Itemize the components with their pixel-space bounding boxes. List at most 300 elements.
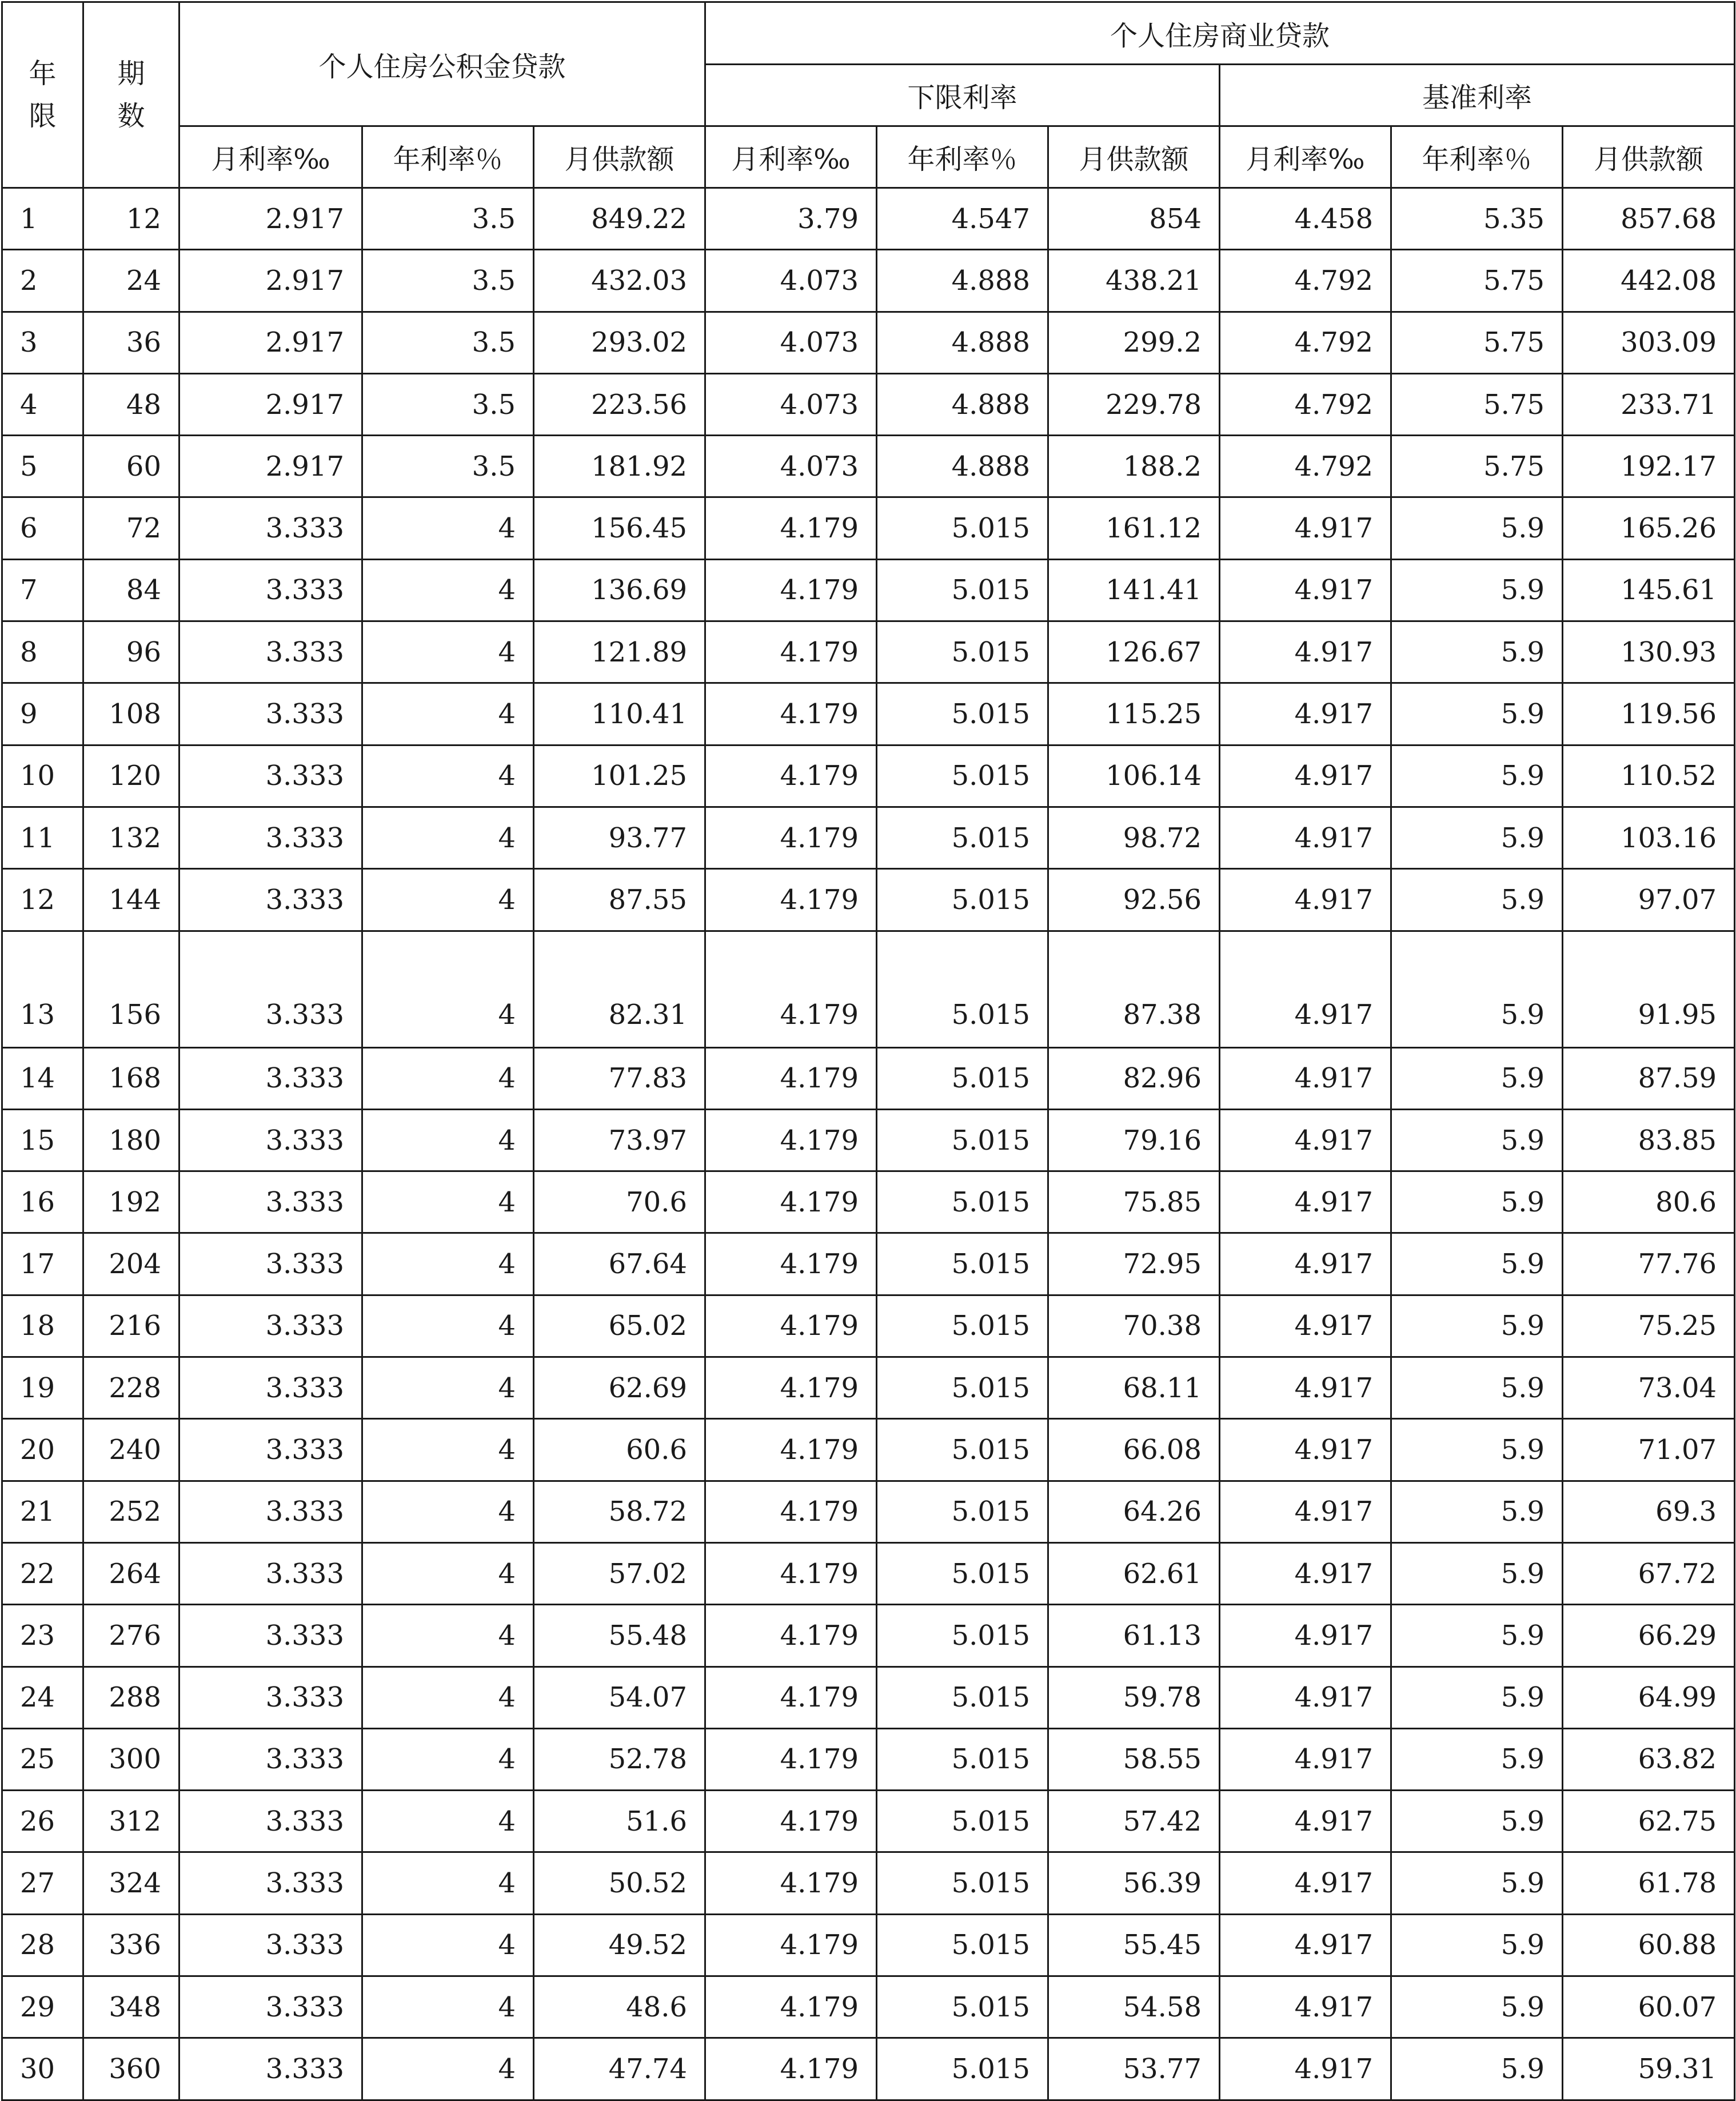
cell-year: 19 xyxy=(2,1357,83,1419)
table-row xyxy=(2,1976,1735,2038)
header-lower-rate: 下限利率 xyxy=(705,65,1220,126)
cell-periods: 252 xyxy=(83,1481,179,1542)
cell-pf-monthly-payment: 77.83 xyxy=(534,1047,705,1109)
cell-base-annual-rate: 5.9 xyxy=(1391,1047,1563,1109)
cell-base-monthly-payment: 60.07 xyxy=(1563,1976,1735,2038)
cell-lower-annual-rate: 5.015 xyxy=(877,621,1048,683)
cell-base-annual-rate: 5.9 xyxy=(1391,1295,1563,1357)
cell-pf-monthly-rate: 3.333 xyxy=(179,869,362,931)
cell-periods: 12 xyxy=(83,188,179,250)
cell-pf-monthly-payment: 110.41 xyxy=(534,683,705,745)
cell-periods: 60 xyxy=(83,436,179,497)
cell-base-monthly-payment: 83.85 xyxy=(1563,1109,1735,1171)
cell-pf-monthly-payment: 57.02 xyxy=(534,1542,705,1604)
header-year-line2: 限 xyxy=(29,100,57,132)
cell-pf-monthly-payment: 65.02 xyxy=(534,1295,705,1357)
cell-periods: 228 xyxy=(83,1357,179,1419)
cell-base-monthly-payment: 303.09 xyxy=(1563,312,1735,373)
cell-pf-monthly-payment: 849.22 xyxy=(534,188,705,250)
cell-pf-monthly-payment: 223.56 xyxy=(534,373,705,435)
cell-pf-annual-rate: 4 xyxy=(362,559,534,621)
header-base-monthly-rate: 月利率‰ xyxy=(1220,126,1391,188)
cell-base-monthly-payment: 110.52 xyxy=(1563,745,1735,807)
cell-year: 22 xyxy=(2,1542,83,1604)
cell-base-annual-rate: 5.9 xyxy=(1391,1852,1563,1914)
cell-base-monthly-payment: 67.72 xyxy=(1563,1542,1735,1604)
cell-base-monthly-rate: 4.917 xyxy=(1220,1791,1391,1852)
cell-base-annual-rate: 5.9 xyxy=(1391,1976,1563,2038)
cell-pf-monthly-payment: 48.6 xyxy=(534,1976,705,2038)
cell-lower-annual-rate: 5.015 xyxy=(877,497,1048,559)
table-row xyxy=(2,869,1735,931)
cell-base-monthly-payment: 119.56 xyxy=(1563,683,1735,745)
cell-base-monthly-rate: 4.917 xyxy=(1220,1976,1391,2038)
cell-periods: 192 xyxy=(83,1171,179,1233)
cell-pf-monthly-rate: 3.333 xyxy=(179,559,362,621)
cell-pf-annual-rate: 3.5 xyxy=(362,436,534,497)
cell-pf-monthly-rate: 3.333 xyxy=(179,2038,362,2100)
cell-pf-annual-rate: 4 xyxy=(362,1605,534,1667)
cell-lower-annual-rate: 5.015 xyxy=(877,1481,1048,1542)
header-provident-fund-loan: 个人住房公积金贷款 xyxy=(179,2,705,126)
cell-pf-monthly-payment: 70.6 xyxy=(534,1171,705,1233)
cell-base-monthly-rate: 4.458 xyxy=(1220,188,1391,250)
cell-pf-monthly-payment: 181.92 xyxy=(534,436,705,497)
cell-lower-annual-rate: 5.015 xyxy=(877,1976,1048,2038)
cell-lower-monthly-payment: 79.16 xyxy=(1048,1109,1220,1171)
cell-base-monthly-payment: 63.82 xyxy=(1563,1728,1735,1790)
cell-base-monthly-rate: 4.917 xyxy=(1220,1542,1391,1604)
cell-lower-monthly-payment: 58.55 xyxy=(1048,1728,1220,1790)
cell-base-annual-rate: 5.9 xyxy=(1391,683,1563,745)
cell-lower-monthly-payment: 126.67 xyxy=(1048,621,1220,683)
table-row xyxy=(2,497,1735,559)
cell-lower-annual-rate: 5.015 xyxy=(877,807,1048,868)
cell-year: 1 xyxy=(2,188,83,250)
cell-base-monthly-rate: 4.917 xyxy=(1220,1419,1391,1481)
cell-base-monthly-payment: 145.61 xyxy=(1563,559,1735,621)
cell-base-annual-rate: 5.9 xyxy=(1391,1667,1563,1728)
cell-pf-annual-rate: 4 xyxy=(362,745,534,807)
header-base-rate: 基准利率 xyxy=(1220,65,1735,126)
cell-periods: 96 xyxy=(83,621,179,683)
cell-lower-annual-rate: 4.888 xyxy=(877,373,1048,435)
cell-base-annual-rate: 5.9 xyxy=(1391,1171,1563,1233)
cell-lower-monthly-rate: 4.073 xyxy=(705,436,877,497)
cell-lower-monthly-payment: 161.12 xyxy=(1048,497,1220,559)
table-row xyxy=(2,2038,1735,2100)
cell-pf-annual-rate: 4 xyxy=(362,2038,534,2100)
table-row xyxy=(2,1233,1735,1295)
cell-base-monthly-rate: 4.917 xyxy=(1220,1109,1391,1171)
cell-base-monthly-rate: 4.917 xyxy=(1220,807,1391,868)
cell-periods: 300 xyxy=(83,1728,179,1790)
cell-lower-monthly-payment: 53.77 xyxy=(1048,2038,1220,2100)
cell-pf-monthly-payment: 136.69 xyxy=(534,559,705,621)
cell-lower-monthly-rate: 4.179 xyxy=(705,1171,877,1233)
cell-pf-annual-rate: 4 xyxy=(362,1295,534,1357)
cell-lower-annual-rate: 5.015 xyxy=(877,1047,1048,1109)
table-row xyxy=(2,312,1735,373)
header-base-monthly-payment: 月供款额 xyxy=(1563,126,1735,188)
cell-lower-monthly-rate: 4.179 xyxy=(705,2038,877,2100)
table-row xyxy=(2,559,1735,621)
table-row xyxy=(2,1542,1735,1604)
cell-base-monthly-rate: 4.917 xyxy=(1220,1605,1391,1667)
cell-year: 4 xyxy=(2,373,83,435)
cell-lower-monthly-payment: 68.11 xyxy=(1048,1357,1220,1419)
cell-lower-monthly-payment: 61.13 xyxy=(1048,1605,1220,1667)
cell-lower-monthly-payment: 54.58 xyxy=(1048,1976,1220,2038)
cell-pf-monthly-payment: 82.31 xyxy=(534,931,705,1047)
cell-year: 6 xyxy=(2,497,83,559)
table-row xyxy=(2,1667,1735,1728)
cell-base-monthly-rate: 4.917 xyxy=(1220,497,1391,559)
cell-lower-annual-rate: 5.015 xyxy=(877,559,1048,621)
header-year-line1: 年 xyxy=(29,57,57,90)
cell-pf-annual-rate: 4 xyxy=(362,1667,534,1728)
cell-base-monthly-payment: 857.68 xyxy=(1563,188,1735,250)
cell-pf-monthly-rate: 3.333 xyxy=(179,1171,362,1233)
cell-pf-annual-rate: 3.5 xyxy=(362,373,534,435)
cell-lower-annual-rate: 5.015 xyxy=(877,683,1048,745)
cell-lower-annual-rate: 5.015 xyxy=(877,1542,1048,1604)
cell-periods: 288 xyxy=(83,1667,179,1728)
cell-lower-annual-rate: 5.015 xyxy=(877,1605,1048,1667)
cell-lower-monthly-rate: 4.179 xyxy=(705,1109,877,1171)
cell-pf-monthly-rate: 3.333 xyxy=(179,1357,362,1419)
header-pf-monthly-rate: 月利率‰ xyxy=(179,126,362,188)
table-row xyxy=(2,188,1735,250)
cell-lower-annual-rate: 4.547 xyxy=(877,188,1048,250)
loan-rate-table xyxy=(1,1,1735,2101)
cell-base-annual-rate: 5.75 xyxy=(1391,436,1563,497)
table-row xyxy=(2,1357,1735,1419)
cell-pf-annual-rate: 4 xyxy=(362,1233,534,1295)
cell-lower-annual-rate: 5.015 xyxy=(877,1233,1048,1295)
cell-periods: 132 xyxy=(83,807,179,868)
cell-year: 3 xyxy=(2,312,83,373)
cell-base-annual-rate: 5.9 xyxy=(1391,1419,1563,1481)
cell-pf-monthly-payment: 101.25 xyxy=(534,745,705,807)
cell-pf-monthly-payment: 51.6 xyxy=(534,1791,705,1852)
cell-lower-annual-rate: 5.015 xyxy=(877,931,1048,1047)
table-row xyxy=(2,745,1735,807)
header-periods xyxy=(83,2,179,188)
cell-pf-annual-rate: 4 xyxy=(362,1109,534,1171)
cell-year: 26 xyxy=(2,1791,83,1852)
cell-periods: 36 xyxy=(83,312,179,373)
cell-lower-annual-rate: 5.015 xyxy=(877,1791,1048,1852)
cell-base-monthly-payment: 80.6 xyxy=(1563,1171,1735,1233)
cell-pf-annual-rate: 4 xyxy=(362,931,534,1047)
cell-periods: 204 xyxy=(83,1233,179,1295)
header-commercial-loan: 个人住房商业贷款 xyxy=(705,2,1735,65)
cell-pf-annual-rate: 4 xyxy=(362,1419,534,1481)
cell-year: 12 xyxy=(2,869,83,931)
cell-base-monthly-rate: 4.917 xyxy=(1220,1728,1391,1790)
cell-lower-monthly-payment: 70.38 xyxy=(1048,1295,1220,1357)
cell-pf-monthly-rate: 2.917 xyxy=(179,373,362,435)
cell-lower-monthly-payment: 75.85 xyxy=(1048,1171,1220,1233)
table-row xyxy=(2,807,1735,868)
cell-lower-monthly-payment: 72.95 xyxy=(1048,1233,1220,1295)
cell-base-annual-rate: 5.9 xyxy=(1391,1728,1563,1790)
cell-lower-monthly-payment: 115.25 xyxy=(1048,683,1220,745)
cell-pf-annual-rate: 4 xyxy=(362,869,534,931)
cell-base-annual-rate: 5.9 xyxy=(1391,1357,1563,1419)
cell-base-annual-rate: 5.9 xyxy=(1391,2038,1563,2100)
cell-pf-monthly-rate: 3.333 xyxy=(179,1109,362,1171)
cell-periods: 120 xyxy=(83,745,179,807)
cell-periods: 336 xyxy=(83,1914,179,1976)
cell-pf-monthly-payment: 62.69 xyxy=(534,1357,705,1419)
table-row xyxy=(2,1481,1735,1542)
cell-base-monthly-payment: 77.76 xyxy=(1563,1233,1735,1295)
cell-base-annual-rate: 5.35 xyxy=(1391,188,1563,250)
table-body xyxy=(2,188,1735,2100)
cell-lower-monthly-payment: 62.61 xyxy=(1048,1542,1220,1604)
cell-lower-monthly-rate: 4.179 xyxy=(705,1914,877,1976)
cell-base-annual-rate: 5.9 xyxy=(1391,497,1563,559)
cell-lower-monthly-rate: 4.179 xyxy=(705,1728,877,1790)
table-row xyxy=(2,1171,1735,1233)
cell-lower-annual-rate: 4.888 xyxy=(877,436,1048,497)
cell-periods: 48 xyxy=(83,373,179,435)
cell-base-annual-rate: 5.9 xyxy=(1391,1914,1563,1976)
cell-lower-monthly-rate: 3.79 xyxy=(705,188,877,250)
cell-lower-annual-rate: 5.015 xyxy=(877,1357,1048,1419)
cell-periods: 276 xyxy=(83,1605,179,1667)
cell-pf-monthly-payment: 432.03 xyxy=(534,250,705,312)
table-header xyxy=(2,2,1735,188)
cell-pf-monthly-payment: 293.02 xyxy=(534,312,705,373)
cell-lower-monthly-payment: 59.78 xyxy=(1048,1667,1220,1728)
cell-pf-monthly-rate: 3.333 xyxy=(179,683,362,745)
cell-lower-annual-rate: 5.015 xyxy=(877,1667,1048,1728)
cell-lower-annual-rate: 4.888 xyxy=(877,312,1048,373)
header-lower-monthly-rate: 月利率‰ xyxy=(705,126,877,188)
cell-lower-annual-rate: 5.015 xyxy=(877,1295,1048,1357)
cell-base-monthly-rate: 4.792 xyxy=(1220,250,1391,312)
cell-lower-monthly-rate: 4.179 xyxy=(705,1852,877,1914)
cell-base-monthly-payment: 87.59 xyxy=(1563,1047,1735,1109)
cell-base-monthly-payment: 71.07 xyxy=(1563,1419,1735,1481)
cell-lower-annual-rate: 5.015 xyxy=(877,1728,1048,1790)
cell-base-monthly-rate: 4.917 xyxy=(1220,1047,1391,1109)
cell-base-annual-rate: 5.75 xyxy=(1391,312,1563,373)
cell-lower-monthly-rate: 4.179 xyxy=(705,559,877,621)
cell-base-annual-rate: 5.9 xyxy=(1391,1605,1563,1667)
cell-pf-monthly-rate: 3.333 xyxy=(179,1667,362,1728)
cell-periods: 144 xyxy=(83,869,179,931)
cell-year: 14 xyxy=(2,1047,83,1109)
cell-lower-monthly-payment: 438.21 xyxy=(1048,250,1220,312)
cell-base-monthly-rate: 4.917 xyxy=(1220,931,1391,1047)
header-pf-monthly-payment: 月供款额 xyxy=(534,126,705,188)
cell-lower-annual-rate: 5.015 xyxy=(877,1419,1048,1481)
cell-year: 8 xyxy=(2,621,83,683)
cell-lower-monthly-rate: 4.179 xyxy=(705,1357,877,1419)
cell-lower-monthly-payment: 92.56 xyxy=(1048,869,1220,931)
cell-lower-monthly-rate: 4.179 xyxy=(705,1791,877,1852)
cell-periods: 240 xyxy=(83,1419,179,1481)
cell-periods: 324 xyxy=(83,1852,179,1914)
cell-base-monthly-payment: 165.26 xyxy=(1563,497,1735,559)
cell-year: 9 xyxy=(2,683,83,745)
cell-lower-monthly-payment: 188.2 xyxy=(1048,436,1220,497)
cell-base-monthly-rate: 4.917 xyxy=(1220,621,1391,683)
cell-pf-monthly-rate: 3.333 xyxy=(179,1233,362,1295)
cell-base-annual-rate: 5.75 xyxy=(1391,250,1563,312)
cell-pf-annual-rate: 4 xyxy=(362,683,534,745)
cell-lower-monthly-rate: 4.179 xyxy=(705,1047,877,1109)
cell-lower-annual-rate: 5.015 xyxy=(877,1914,1048,1976)
cell-pf-monthly-payment: 54.07 xyxy=(534,1667,705,1728)
table-row xyxy=(2,931,1735,1047)
cell-base-annual-rate: 5.9 xyxy=(1391,807,1563,868)
table-row xyxy=(2,1791,1735,1852)
cell-lower-monthly-payment: 98.72 xyxy=(1048,807,1220,868)
cell-lower-monthly-payment: 55.45 xyxy=(1048,1914,1220,1976)
cell-base-monthly-payment: 75.25 xyxy=(1563,1295,1735,1357)
table-row xyxy=(2,250,1735,312)
cell-pf-monthly-payment: 58.72 xyxy=(534,1481,705,1542)
cell-pf-annual-rate: 3.5 xyxy=(362,250,534,312)
cell-periods: 108 xyxy=(83,683,179,745)
cell-pf-monthly-rate: 3.333 xyxy=(179,497,362,559)
cell-pf-monthly-payment: 60.6 xyxy=(534,1419,705,1481)
cell-periods: 24 xyxy=(83,250,179,312)
cell-pf-annual-rate: 4 xyxy=(362,1976,534,2038)
cell-year: 7 xyxy=(2,559,83,621)
cell-periods: 72 xyxy=(83,497,179,559)
cell-base-monthly-rate: 4.917 xyxy=(1220,1233,1391,1295)
table-row xyxy=(2,1605,1735,1667)
cell-year: 20 xyxy=(2,1419,83,1481)
table-row xyxy=(2,683,1735,745)
cell-pf-monthly-rate: 3.333 xyxy=(179,1852,362,1914)
header-pf-annual-rate: 年利率％ xyxy=(362,126,534,188)
cell-year: 24 xyxy=(2,1667,83,1728)
cell-lower-annual-rate: 5.015 xyxy=(877,1852,1048,1914)
cell-base-annual-rate: 5.9 xyxy=(1391,621,1563,683)
cell-base-monthly-rate: 4.917 xyxy=(1220,683,1391,745)
cell-year: 10 xyxy=(2,745,83,807)
cell-lower-monthly-payment: 87.38 xyxy=(1048,931,1220,1047)
cell-base-monthly-payment: 192.17 xyxy=(1563,436,1735,497)
cell-pf-monthly-rate: 3.333 xyxy=(179,1605,362,1667)
cell-pf-monthly-rate: 2.917 xyxy=(179,188,362,250)
cell-lower-monthly-rate: 4.179 xyxy=(705,1481,877,1542)
cell-pf-annual-rate: 4 xyxy=(362,621,534,683)
cell-lower-annual-rate: 5.015 xyxy=(877,745,1048,807)
cell-lower-monthly-rate: 4.179 xyxy=(705,931,877,1047)
cell-lower-monthly-rate: 4.179 xyxy=(705,1542,877,1604)
cell-lower-monthly-rate: 4.179 xyxy=(705,1295,877,1357)
cell-pf-monthly-rate: 3.333 xyxy=(179,807,362,868)
cell-pf-annual-rate: 4 xyxy=(362,497,534,559)
cell-lower-monthly-rate: 4.179 xyxy=(705,807,877,868)
cell-base-monthly-payment: 97.07 xyxy=(1563,869,1735,931)
cell-year: 5 xyxy=(2,436,83,497)
cell-pf-monthly-payment: 93.77 xyxy=(534,807,705,868)
header-base-annual-rate: 年利率％ xyxy=(1391,126,1563,188)
cell-base-annual-rate: 5.9 xyxy=(1391,1481,1563,1542)
cell-lower-monthly-payment: 229.78 xyxy=(1048,373,1220,435)
cell-lower-monthly-rate: 4.179 xyxy=(705,621,877,683)
cell-year: 17 xyxy=(2,1233,83,1295)
cell-lower-monthly-rate: 4.179 xyxy=(705,745,877,807)
cell-lower-annual-rate: 4.888 xyxy=(877,250,1048,312)
cell-lower-monthly-rate: 4.179 xyxy=(705,869,877,931)
cell-pf-monthly-rate: 2.917 xyxy=(179,250,362,312)
header-periods-line2: 数 xyxy=(117,100,145,132)
cell-pf-annual-rate: 4 xyxy=(362,1542,534,1604)
cell-pf-monthly-rate: 3.333 xyxy=(179,1976,362,2038)
cell-base-monthly-payment: 91.95 xyxy=(1563,931,1735,1047)
cell-lower-monthly-rate: 4.179 xyxy=(705,1233,877,1295)
cell-base-monthly-rate: 4.792 xyxy=(1220,312,1391,373)
cell-year: 25 xyxy=(2,1728,83,1790)
cell-year: 29 xyxy=(2,1976,83,2038)
cell-base-annual-rate: 5.9 xyxy=(1391,559,1563,621)
cell-base-monthly-payment: 442.08 xyxy=(1563,250,1735,312)
cell-pf-monthly-rate: 3.333 xyxy=(179,1728,362,1790)
table-row xyxy=(2,373,1735,435)
cell-base-monthly-rate: 4.917 xyxy=(1220,2038,1391,2100)
cell-base-monthly-payment: 59.31 xyxy=(1563,2038,1735,2100)
cell-base-monthly-rate: 4.917 xyxy=(1220,559,1391,621)
cell-periods: 264 xyxy=(83,1542,179,1604)
cell-lower-monthly-rate: 4.073 xyxy=(705,250,877,312)
table-row xyxy=(2,1047,1735,1109)
cell-year: 15 xyxy=(2,1109,83,1171)
cell-year: 30 xyxy=(2,2038,83,2100)
cell-base-monthly-rate: 4.917 xyxy=(1220,1171,1391,1233)
cell-base-annual-rate: 5.9 xyxy=(1391,745,1563,807)
cell-base-monthly-payment: 66.29 xyxy=(1563,1605,1735,1667)
cell-pf-annual-rate: 4 xyxy=(362,1914,534,1976)
cell-pf-monthly-payment: 67.64 xyxy=(534,1233,705,1295)
cell-pf-annual-rate: 4 xyxy=(362,807,534,868)
cell-pf-monthly-payment: 73.97 xyxy=(534,1109,705,1171)
table-row xyxy=(2,621,1735,683)
cell-pf-monthly-rate: 3.333 xyxy=(179,1295,362,1357)
cell-lower-monthly-payment: 82.96 xyxy=(1048,1047,1220,1109)
cell-base-annual-rate: 5.9 xyxy=(1391,931,1563,1047)
cell-pf-monthly-rate: 3.333 xyxy=(179,931,362,1047)
header-lower-annual-rate: 年利率％ xyxy=(877,126,1048,188)
cell-base-annual-rate: 5.75 xyxy=(1391,373,1563,435)
cell-base-annual-rate: 5.9 xyxy=(1391,1791,1563,1852)
cell-base-monthly-payment: 60.88 xyxy=(1563,1914,1735,1976)
cell-pf-monthly-rate: 3.333 xyxy=(179,1914,362,1976)
cell-base-annual-rate: 5.9 xyxy=(1391,1109,1563,1171)
cell-pf-annual-rate: 3.5 xyxy=(362,312,534,373)
cell-base-annual-rate: 5.9 xyxy=(1391,869,1563,931)
header-year xyxy=(2,2,83,188)
cell-periods: 84 xyxy=(83,559,179,621)
cell-year: 13 xyxy=(2,931,83,1047)
header-lower-monthly-payment: 月供款额 xyxy=(1048,126,1220,188)
cell-lower-monthly-rate: 4.179 xyxy=(705,1419,877,1481)
cell-lower-monthly-payment: 56.39 xyxy=(1048,1852,1220,1914)
cell-lower-monthly-payment: 66.08 xyxy=(1048,1419,1220,1481)
cell-lower-monthly-rate: 4.179 xyxy=(705,1667,877,1728)
table-row xyxy=(2,436,1735,497)
cell-pf-monthly-payment: 47.74 xyxy=(534,2038,705,2100)
